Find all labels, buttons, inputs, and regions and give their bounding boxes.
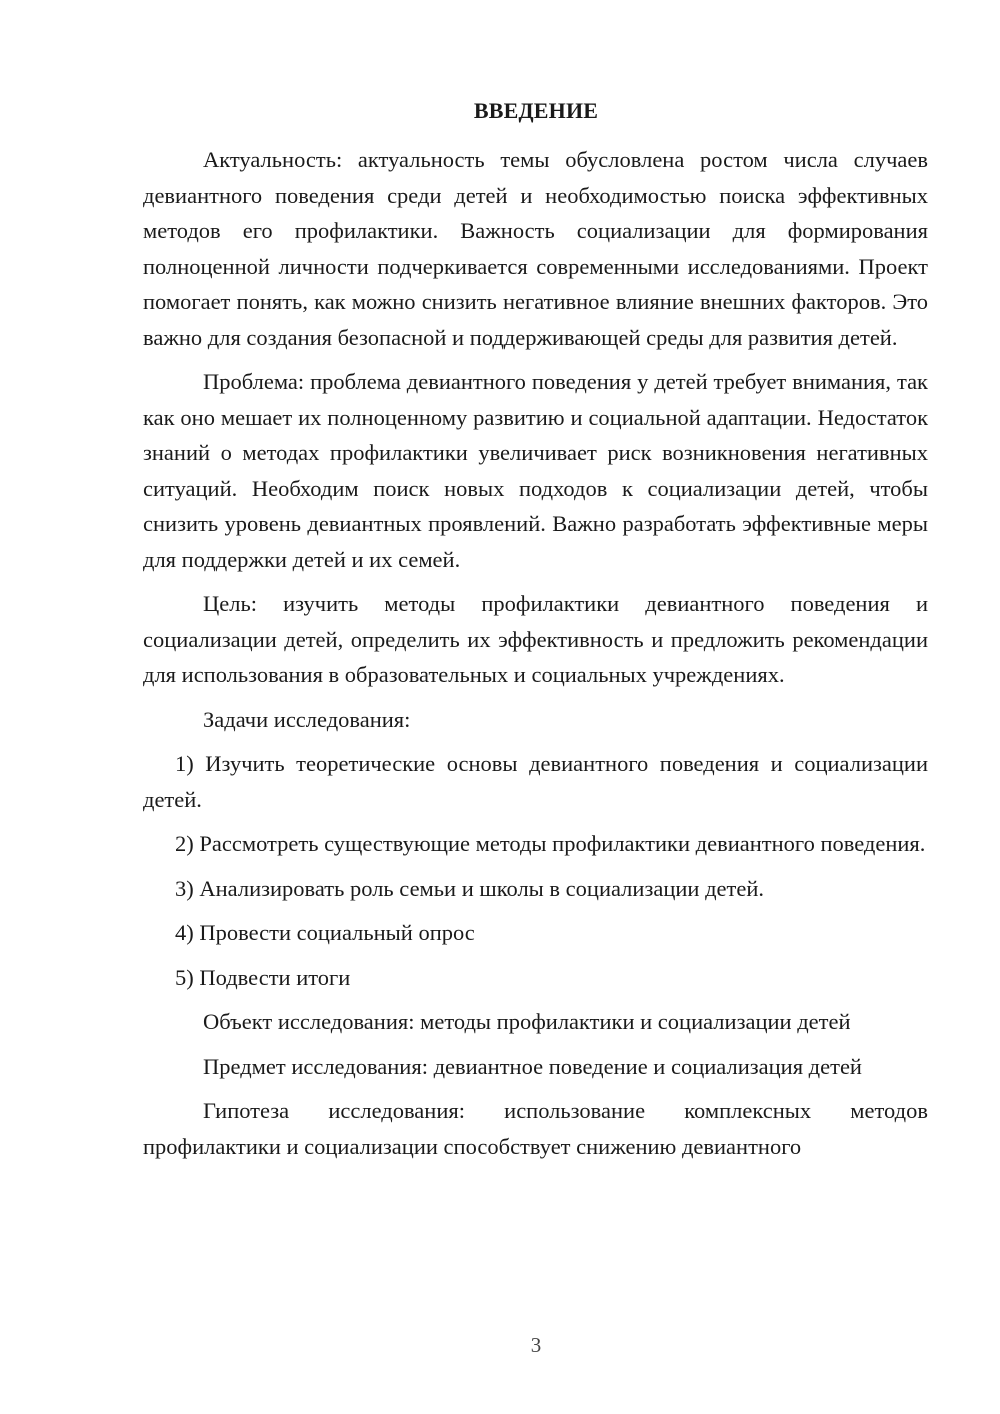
task-item: 1) Изучить теоретические основы девиантного поведения и социализации детей. — [143, 751, 928, 812]
subject-paragraph: Предмет исследования: девиантное поведение и социализация детей — [203, 1053, 862, 1079]
task-item: 5) Подвести итоги — [175, 964, 351, 990]
page-number: 3 — [530, 1333, 542, 1357]
hypothesis-paragraph: Гипотеза исследования: использование комплексных методов профилактики и социализации способствует снижению девиантного — [143, 1098, 928, 1159]
problem-paragraph: Проблема: проблема девиантного поведения у детей требует внимания, так как оно мешает их полноценному развитию и социальной адаптации. Недостаток знаний о методах профилактики увеличивает риск возникновения негативных ситуаций. Необходим поиск новых подходов к социализации детей, чтобы снизить уровень девиантных проявлений. Важно разработать эффективные меры для поддержки детей и их семей. — [143, 369, 928, 572]
task-item: 4) Провести социальный опрос — [175, 920, 475, 945]
goal-paragraph: Цель: изучить методы профилактики девиантного поведения и социализации детей, определить их эффективность и предложить рекомендации для использования в образовательных и социальных учреждениях. — [143, 591, 928, 687]
tasks-heading: Задачи исследования: — [203, 706, 411, 732]
task-item: 3) Анализировать роль семьи и школы в социализации детей. — [175, 875, 764, 901]
object-paragraph: Объект исследования: методы профилактики и социализации детей — [203, 1009, 851, 1034]
document-body — [143, 142, 928, 1173]
task-item: 2) Рассмотреть существующие методы профилактики девиантного поведения. — [175, 831, 926, 856]
page-title: ВВЕДЕНИЕ — [473, 98, 599, 123]
relevance-paragraph: Актуальность: актуальность темы обусловлена ростом числа случаев девиантного поведения среди детей и необходимостью поиска эффективных методов его профилактики. Важность социализации для формирования полноценной личности подчеркивается современными исследованиями. Проект помогает понять, как можно снизить негативное влияние внешних факторов. Это важно для создания безопасной и поддерживающей среды для развития детей. — [143, 147, 928, 350]
